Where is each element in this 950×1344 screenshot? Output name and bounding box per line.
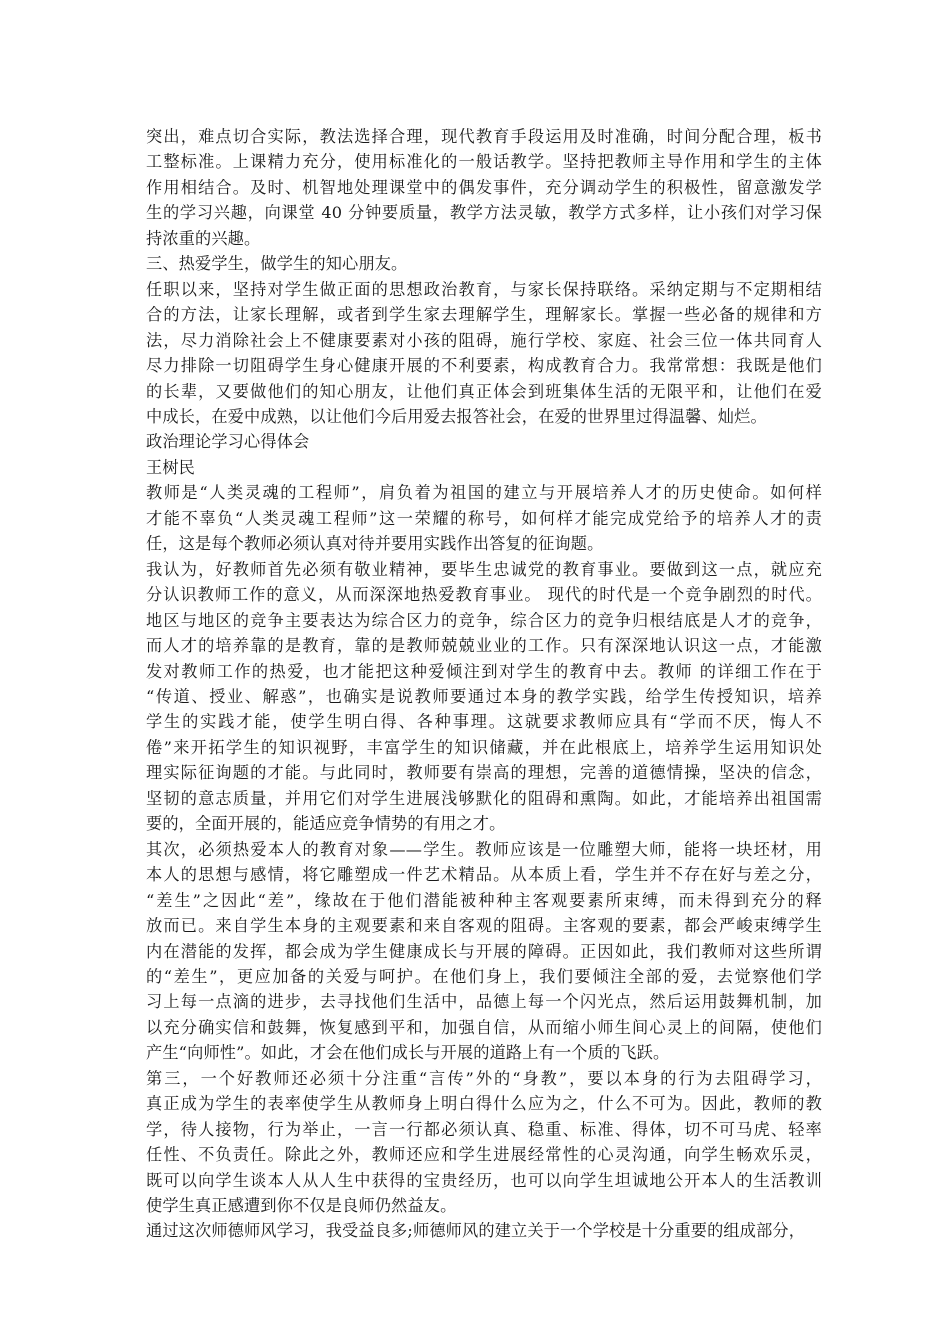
paragraph — [146, 557, 822, 837]
text-line: 学，待人接物，行为举止，一言一行都必须认真、稳重、标准、得体，切不可马虎、轻率 — [146, 1119, 822, 1139]
text-line: 任职以来，坚持对学生做正面的思想政治教育，与家长保持联络。采纳定期与不定期相结 — [146, 279, 822, 299]
text-line: 而人才的培养靠的是教育，靠的是教师兢兢业业的工作。只有深深地认识这一点，才能激 — [146, 636, 822, 656]
text-line: 作用相结合。及时、机智地处理课堂中的偶发事件，充分调动学生的积极性，留意激发学 — [146, 177, 822, 197]
text-line: 使学生真正感遭到你不仅是良师仍然益友。 — [146, 1196, 457, 1216]
text-line: 三、热爱学生，做学生的知心朋友。 — [146, 254, 408, 274]
paragraph — [146, 124, 822, 251]
text-line: 本人的思想与感情，将它雕塑成一件艺术精品。从本质上看，学生并不存在好与差之分， — [146, 865, 822, 885]
text-line: 法，尽力消除社会上不健康要素对小孩的阻碍，施行学校、家庭、社会三位一体共同育人 — [146, 330, 822, 350]
text-line: 任性、不负责任。除此之外，教师还应和学生进展经常性的心灵沟通，向学生畅欢乐灵， — [146, 1145, 822, 1165]
paragraph — [146, 277, 822, 430]
text-line: 的“差生”，更应加备的关爱与呵护。在他们身上，我们要倾注全部的爱，去觉察他们学 — [146, 966, 822, 986]
text-line: 其次，必须热爱本人的教育对象——学生。教师应该是一位雕塑大师，能将一块坯材，用 — [146, 839, 822, 859]
text-line: 中成长，在爱中成熟，以让他们今后用爱去报答社会，在爱的世界里过得温馨、灿烂。 — [146, 406, 767, 426]
text-line: 发对教师工作的热爱，也才能把这种爱倾注到对学生的教育中去。教师 的详细工作在于 — [146, 661, 822, 681]
text-line: 分认识教师工作的意义，从而深深地热爱教育事业。 现代的时代是一个竞争剧烈的时代。 — [146, 585, 822, 605]
text-line: 尽力排除一切阻碍学生身心健康开展的不利要素，构成教育合力。我常常想：我既是他们 — [146, 356, 822, 376]
text-line: 生的学习兴趣，向课堂 40 分钟要质量，教学方法灵敏，教学方式多样，让小孩们对学习保 — [146, 203, 822, 223]
text-line: 我认为，好教师首先必须有敬业精神，要毕生忠诚党的教育事业。要做到这一点，就应充 — [146, 559, 822, 579]
text-line: 学生的实践才能，使学生明白得、各种事理。这就要求教师应具有“学而不厌，悔人不 — [146, 712, 822, 732]
text-line: 坚韧的意志质量，并用它们对学生进展浅够默化的阻碍和熏陶。如此，才能培养出祖国需 — [146, 788, 822, 808]
paragraph — [146, 480, 822, 556]
text-line: 倦”来开拓学生的知识视野，丰富学生的知识储藏，并在此根底上，培养学生运用知识处 — [146, 737, 822, 757]
text-line: 合的方法，让家长理解，或者到学生家去理解学生，理解家长。掌握一些必备的规律和方 — [146, 305, 822, 325]
paragraph — [146, 251, 822, 276]
text-line: 任，这是每个教师必须认真对待并要用实践作出答复的征询题。 — [146, 534, 604, 554]
text-line: 内在潜能的发挥，都会成为学生健康成长与开展的障碍。正因如此，我们教师对这些所谓 — [146, 941, 822, 961]
paragraph — [146, 1066, 822, 1219]
text-line: 的长辈，又要做他们的知心朋友，让他们真正体会到班集体生活的无限平和，让他们在爱 — [146, 381, 822, 401]
paragraph — [146, 837, 822, 1066]
text-line: 政治理论学习心得体会 — [146, 432, 310, 452]
text-line: 突出，难点切合实际，教法选择合理，现代教育手段运用及时准确，时间分配合理，板书 — [146, 127, 822, 146]
text-line: 持浓重的兴趣。 — [146, 228, 261, 248]
text-line: 工整标准。上课精力充分，使用标准化的一般话教学。坚持把教师主导作用和学生的主体 — [146, 152, 822, 172]
paragraph — [146, 455, 822, 480]
text-line: “差生”之因此“差”，缘故在于他们潜能被种种主客观要素所束缚，而未得到充分的释 — [146, 890, 822, 910]
paragraph — [146, 1218, 822, 1243]
text-line: 产生“向师性”。如此，才会在他们成长与开展的道路上有一个质的飞跃。 — [146, 1043, 670, 1063]
text-line: 要的，全面开展的，能适应竞争情势的有用之才。 — [146, 814, 506, 834]
text-line: 真正成为学生的表率使学生从教师身上明白得什么应为之，什么不可为。因此，教师的教 — [146, 1094, 822, 1114]
text-line: 地区与地区的竞争主要表达为综合区力的竞争，综合区力的竞争归根结底是人才的竞争， — [146, 610, 822, 630]
paragraph — [146, 429, 822, 454]
text-line: 教师是“人类灵魂的工程师”，肩负着为祖国的建立与开展培养人才的历史使命。如何样 — [146, 483, 822, 503]
text-line: 放而已。来自学生本身的主观要素和来自客观的阻碍。主客观的要素，都会严峻束缚学生 — [146, 916, 822, 936]
text-line: 理实际征询题的才能。与此同时，教师要有崇高的理想，完善的道德情操，坚决的信念， — [146, 763, 822, 783]
text-line: 王树民 — [146, 457, 196, 477]
document-page — [146, 124, 822, 1244]
text-line: 习上每一点滴的进步，去寻找他们生活中，品德上每一个闪光点，然后运用鼓舞机制，加 — [146, 992, 822, 1012]
text-line: 通过这次师德师风学习，我受益良多;师德师风的建立关于一个学校是十分重要的组成部分， — [146, 1221, 806, 1241]
text-line: 既可以向学生谈本人从人生中获得的宝贵经历，也可以向学生坦诚地公开本人的生活教训 — [146, 1170, 822, 1190]
text-line: 才能不辜负“人类灵魂工程师”这一荣耀的称号，如何样才能完成党给予的培养人才的责 — [146, 508, 822, 528]
text-line: 第三，一个好教师还必须十分注重“言传”外的“身教”，要以本身的行为去阻碍学习， — [146, 1068, 822, 1088]
text-line: “传道、授业、解惑”，也确实是说教师要通过本身的教学实践，给学生传授知识，培养 — [146, 686, 822, 706]
text-line: 以充分确实信和鼓舞，恢复感到平和，加强自信，从而缩小师生间心灵上的间隔，使他们 — [146, 1017, 822, 1037]
